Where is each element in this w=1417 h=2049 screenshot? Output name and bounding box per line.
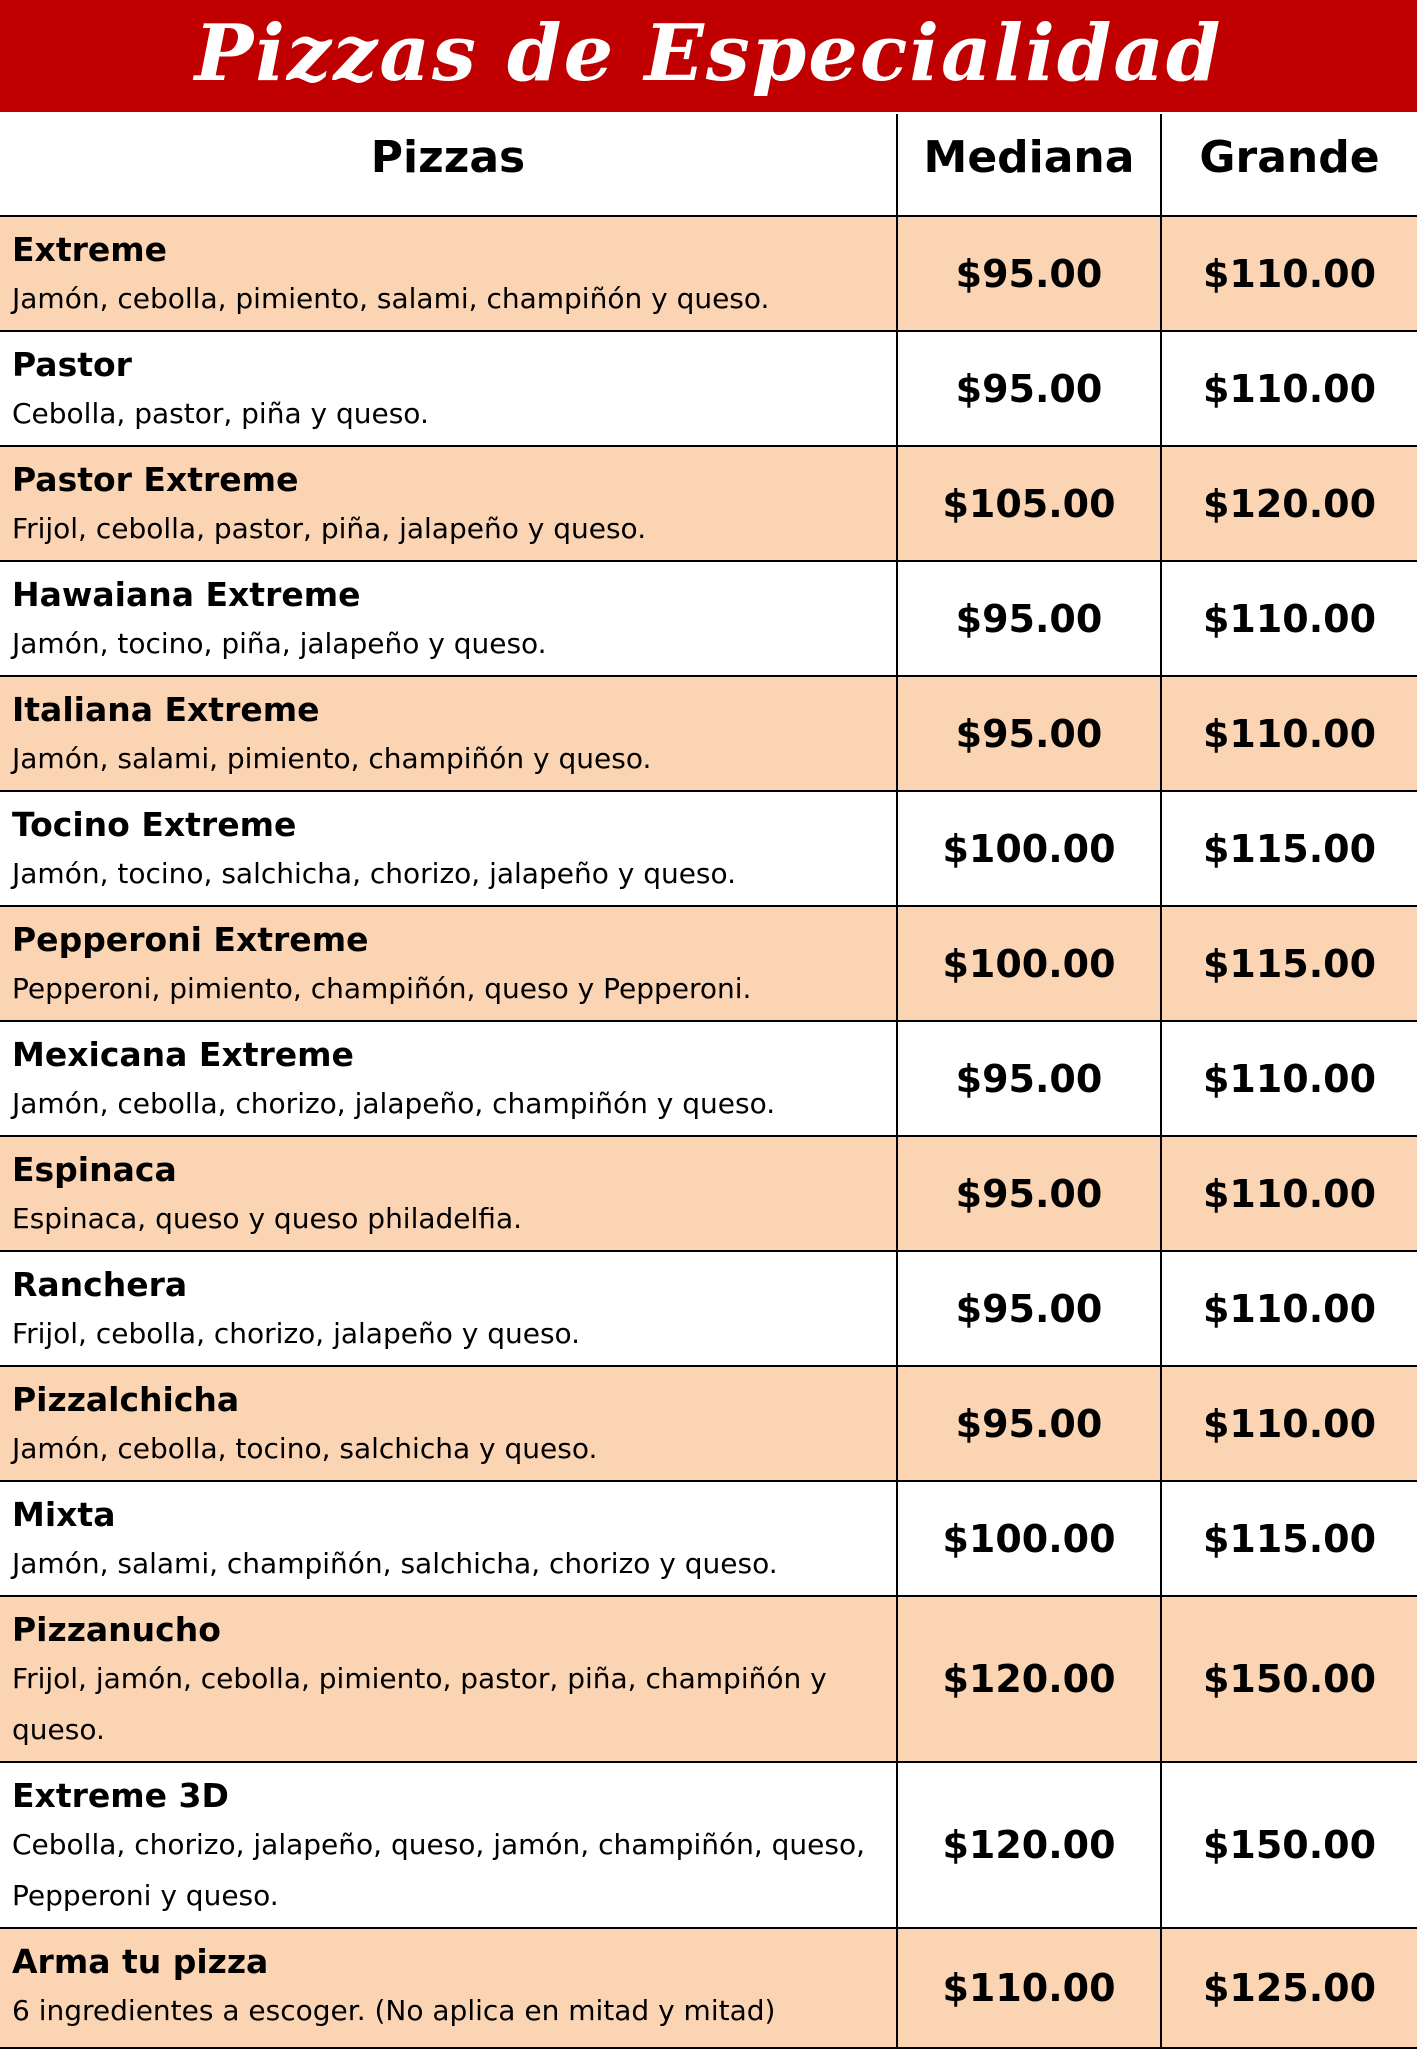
price-mediana: $95.00 (897, 331, 1161, 446)
table-row (0, 216, 1417, 331)
pizza-cell (0, 1366, 897, 1481)
pizza-cell (0, 1021, 897, 1136)
table-row (0, 676, 1417, 791)
pizza-cell (0, 1762, 897, 1928)
pizza-cell (0, 1596, 897, 1762)
pizza-name: Pastor Extreme (12, 460, 299, 499)
price-grande: $125.00 (1161, 1928, 1417, 2048)
price-mediana: $95.00 (897, 216, 1161, 331)
table-row (0, 791, 1417, 906)
price-grande: $115.00 (1161, 1481, 1417, 1596)
pizza-description: Jamón, cebolla, chorizo, jalapeño, champiñón y queso. (12, 1087, 776, 1120)
header-grande: Grande (1161, 114, 1417, 216)
table-row (0, 1366, 1417, 1481)
pizza-name: Mexicana Extreme (12, 1035, 354, 1074)
price-grande: $110.00 (1161, 676, 1417, 791)
pizza-name: Hawaiana Extreme (12, 575, 361, 614)
table-header-row (0, 114, 1417, 216)
price-mediana: $100.00 (897, 791, 1161, 906)
price-grande: $120.00 (1161, 446, 1417, 561)
price-mediana: $95.00 (897, 676, 1161, 791)
pizza-price-table (0, 114, 1417, 2049)
pizza-cell (0, 906, 897, 1021)
pizza-description: Jamón, cebolla, pimiento, salami, champiñón y queso. (12, 282, 770, 315)
price-grande: $110.00 (1161, 561, 1417, 676)
page-title: Pizzas de Especialidad (194, 7, 1223, 99)
pizza-description: Cebolla, pastor, piña y queso. (12, 397, 429, 430)
pizza-description: Espinaca, queso y queso philadelfia. (12, 1202, 523, 1235)
price-grande: $110.00 (1161, 1021, 1417, 1136)
price-mediana: $95.00 (897, 1136, 1161, 1251)
table-row (0, 1928, 1417, 2048)
price-mediana: $95.00 (897, 1251, 1161, 1366)
pizza-name: Italiana Extreme (12, 690, 320, 729)
price-grande: $110.00 (1161, 1136, 1417, 1251)
pizza-cell (0, 446, 897, 561)
pizza-name: Espinaca (12, 1150, 177, 1189)
table-row (0, 1251, 1417, 1366)
price-grande: $110.00 (1161, 331, 1417, 446)
pizza-cell (0, 331, 897, 446)
price-mediana: $95.00 (897, 561, 1161, 676)
header-pizzas: Pizzas (0, 114, 897, 216)
price-mediana: $95.00 (897, 1021, 1161, 1136)
price-mediana: $110.00 (897, 1928, 1161, 2048)
price-grande: $110.00 (1161, 216, 1417, 331)
pizza-name: Pastor (12, 345, 132, 384)
pizza-description: Jamón, salami, pimiento, champiñón y queso. (12, 742, 652, 775)
pizza-name: Pizzalchicha (12, 1380, 240, 1419)
price-grande: $115.00 (1161, 791, 1417, 906)
pizza-description: Jamón, tocino, piña, jalapeño y queso. (12, 627, 547, 660)
pizza-cell (0, 791, 897, 906)
pizza-description: Jamón, salami, champiñón, salchicha, chorizo y queso. (12, 1547, 778, 1580)
table-row (0, 446, 1417, 561)
pizza-cell (0, 1136, 897, 1251)
pizza-description: Jamón, cebolla, tocino, salchicha y queso. (12, 1432, 598, 1465)
pizza-name: Extreme (12, 230, 168, 269)
price-mediana: $120.00 (897, 1596, 1161, 1762)
price-mediana: $100.00 (897, 906, 1161, 1021)
pizza-name: Mixta (12, 1495, 116, 1534)
price-grande: $150.00 (1161, 1596, 1417, 1762)
pizza-description: 6 ingredientes a escoger. (No aplica en mitad y mitad) (12, 1994, 776, 2027)
table-row (0, 906, 1417, 1021)
price-grande: $110.00 (1161, 1366, 1417, 1481)
pizza-cell (0, 1928, 897, 2048)
price-mediana: $95.00 (897, 1366, 1161, 1481)
table-row (0, 1481, 1417, 1596)
price-mediana: $120.00 (897, 1762, 1161, 1928)
pizza-cell (0, 676, 897, 791)
pizza-description: Pepperoni, pimiento, champiñón, queso y Pepperoni. (12, 972, 752, 1005)
pizza-cell (0, 1251, 897, 1366)
price-mediana: $105.00 (897, 446, 1161, 561)
header-mediana: Mediana (897, 114, 1161, 216)
pizza-name: Tocino Extreme (12, 805, 297, 844)
table-row (0, 1021, 1417, 1136)
price-grande: $110.00 (1161, 1251, 1417, 1366)
pizza-name: Arma tu pizza (12, 1942, 269, 1981)
table-row (0, 1762, 1417, 1928)
pizza-cell (0, 561, 897, 676)
price-mediana: $100.00 (897, 1481, 1161, 1596)
pizza-cell (0, 1481, 897, 1596)
price-grande: $115.00 (1161, 906, 1417, 1021)
table-row (0, 1596, 1417, 1762)
title-banner (0, 0, 1417, 112)
pizza-name: Pepperoni Extreme (12, 920, 369, 959)
pizza-name: Ranchera (12, 1265, 188, 1304)
pizza-description: Frijol, cebolla, chorizo, jalapeño y queso. (12, 1317, 581, 1350)
price-grande: $150.00 (1161, 1762, 1417, 1928)
pizza-description: Cebolla, chorizo, jalapeño, queso, jamón, champiñón, queso, Pepperoni y queso. (12, 1828, 866, 1912)
pizza-cell (0, 216, 897, 331)
pizza-name: Extreme 3D (12, 1776, 229, 1815)
pizza-name: Pizzanucho (12, 1610, 221, 1649)
table-row (0, 561, 1417, 676)
table-row (0, 1136, 1417, 1251)
pizza-description: Frijol, jamón, cebolla, pimiento, pastor, piña, champiñón y queso. (12, 1662, 827, 1746)
pizza-description: Frijol, cebolla, pastor, piña, jalapeño y queso. (12, 512, 647, 545)
table-row (0, 331, 1417, 446)
pizza-description: Jamón, tocino, salchicha, chorizo, jalapeño y queso. (12, 857, 737, 890)
